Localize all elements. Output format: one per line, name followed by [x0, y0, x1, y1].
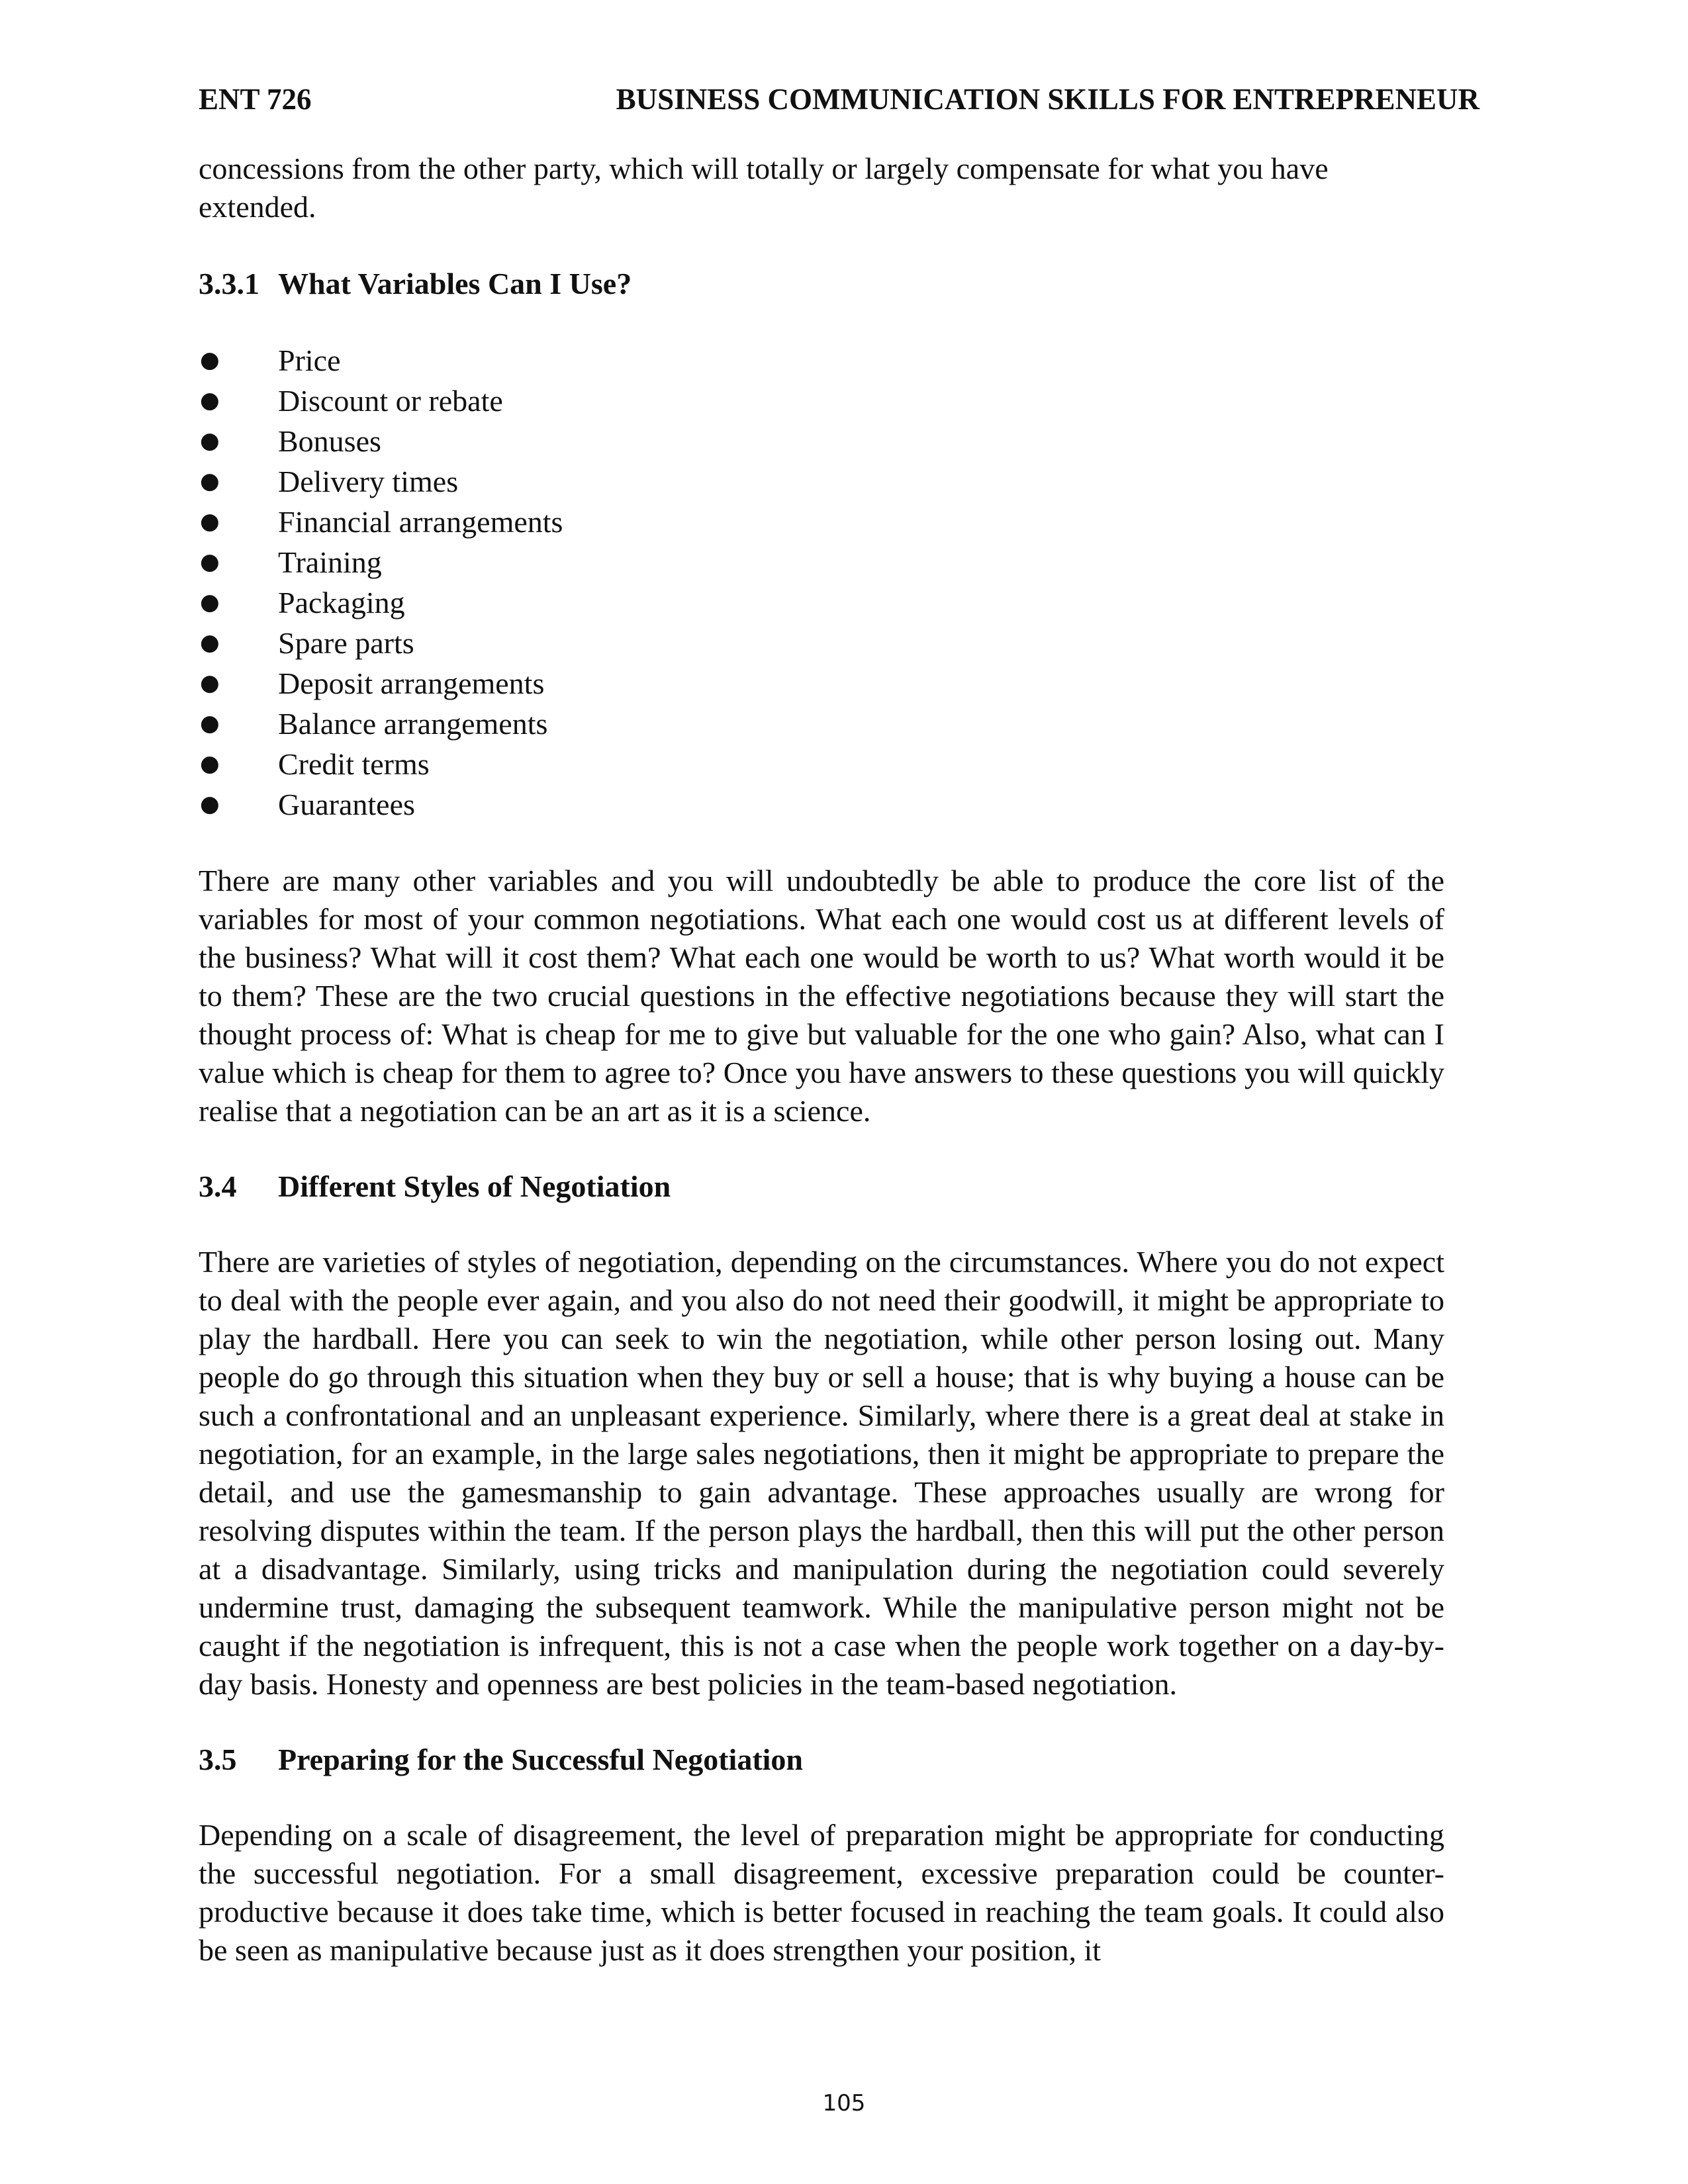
list-item: [199, 582, 1444, 623]
bullet-icon: ●: [200, 589, 220, 615]
bullet-icon: ●: [200, 387, 220, 414]
bullet-icon: ●: [200, 428, 220, 454]
bullet-icon: ●: [200, 751, 220, 777]
list-item-text: Packaging: [278, 586, 405, 619]
list-item-text: Training: [278, 545, 382, 579]
bullet-icon: ●: [200, 791, 220, 817]
intro-paragraph: concessions from the other party, which will totally or largely compensate for what you have extended.: [199, 152, 1329, 224]
bullet-icon: ●: [200, 629, 220, 656]
section-number: 3.4: [199, 1169, 237, 1203]
variables-paragraph: There are many other variables and you will undoubtedly be able to produce the core list of the variables for most of your common negotiations. What each one would cost us at different levels of the business? What will it cost them? What each one would be worth to us? What worth would it be to them? These are the two crucial questions in the effective negotiations because they will start the thought process of: What is cheap for me to give but valuable for the one who gain? Also, what can I value which is cheap for them to agree to? Once you have answers to these questions you will quickly realise that a negotiation can be an art as it is a science.: [199, 864, 1444, 1128]
list-item-text: Bonuses: [278, 424, 381, 458]
preparing-paragraph: Depending on a scale of disagreement, the level of preparation might be appropriate for conducting the successful negotiation. For a small disagreement, excessive preparation could be counter-productive because it does take time, which is better focused in reaching the team goals. It could also be seen as manipulative because just as it does strengthen your position, it: [199, 1818, 1444, 1967]
list-item-text: Price: [278, 343, 341, 377]
list-item: [199, 381, 1444, 421]
list-item-text: Credit terms: [278, 747, 430, 781]
list-item: [199, 663, 1444, 704]
bullet-icon: ●: [200, 549, 220, 575]
list-item: [199, 502, 1444, 542]
section-number: 3.3.1: [199, 267, 259, 300]
list-item: [199, 542, 1444, 582]
course-code: ENT 726: [199, 83, 312, 116]
list-item: [199, 461, 1444, 502]
section-title: Different Styles of Negotiation: [278, 1169, 671, 1203]
styles-paragraph: There are varieties of styles of negotiation, depending on the circumstances. Where you do not expect to deal with the people ever again, and you also do not need their goodwill, it might be appropriate to play the hardball. Here you can seek to win the negotiation, while other person losing out. Many people do go through this situation when they buy or sell a house; that is why buying a house can be such a confrontational and an unpleasant experience. Similarly, where there is a great deal at stake in negotiation, for an example, in the large sales negotiations, then it might be appropriate to prepare the detail, and use the gamesmanship to gain advantage. These approaches usually are wrong for resolving disputes within the team. If the person plays the hardball, then this will put the other person at a disadvantage. Similarly, using tricks and manipulation during the negotiation could severely undermine trust, damaging the subsequent teamwork. While the manipulative person might not be caught if the negotiation is infrequent, this is not a case when the people work together on a day-by-day basis. Honesty and openness are best policies in the team-based negotiation.: [199, 1245, 1444, 1701]
section-heading-3-3-1: [199, 265, 1444, 303]
page-content: [199, 150, 1444, 1970]
bullet-icon: ●: [200, 508, 220, 535]
variables-list: [199, 340, 1444, 825]
list-item: [199, 704, 1444, 744]
bullet-icon: ●: [200, 670, 220, 696]
bullet-icon: ●: [200, 468, 220, 494]
list-item: [199, 623, 1444, 663]
list-item: [199, 340, 1444, 381]
page-number: 105: [822, 2090, 866, 2116]
list-item-text: Balance arrangements: [278, 707, 548, 741]
list-item: [199, 744, 1444, 784]
section-heading-3-5: [199, 1741, 1444, 1779]
section-title: Preparing for the Successful Negotiation: [278, 1743, 804, 1776]
list-item-text: Financial arrangements: [278, 505, 563, 539]
list-item-text: Discount or rebate: [278, 384, 503, 418]
bullet-icon: ●: [200, 710, 220, 737]
section-heading-3-4: [199, 1167, 1444, 1206]
list-item-text: Deposit arrangements: [278, 666, 545, 700]
running-header: [199, 78, 1479, 120]
list-item-text: Delivery times: [278, 465, 459, 498]
section-title: What Variables Can I Use?: [278, 267, 632, 300]
list-item-text: Spare parts: [278, 626, 414, 660]
list-item: [199, 784, 1444, 825]
bullet-icon: ●: [200, 347, 220, 373]
section-number: 3.5: [199, 1743, 237, 1776]
list-item-text: Guarantees: [278, 788, 415, 821]
course-title: BUSINESS COMMUNICATION SKILLS FOR ENTREPRENEUR: [616, 83, 1479, 116]
list-item: [199, 421, 1444, 461]
